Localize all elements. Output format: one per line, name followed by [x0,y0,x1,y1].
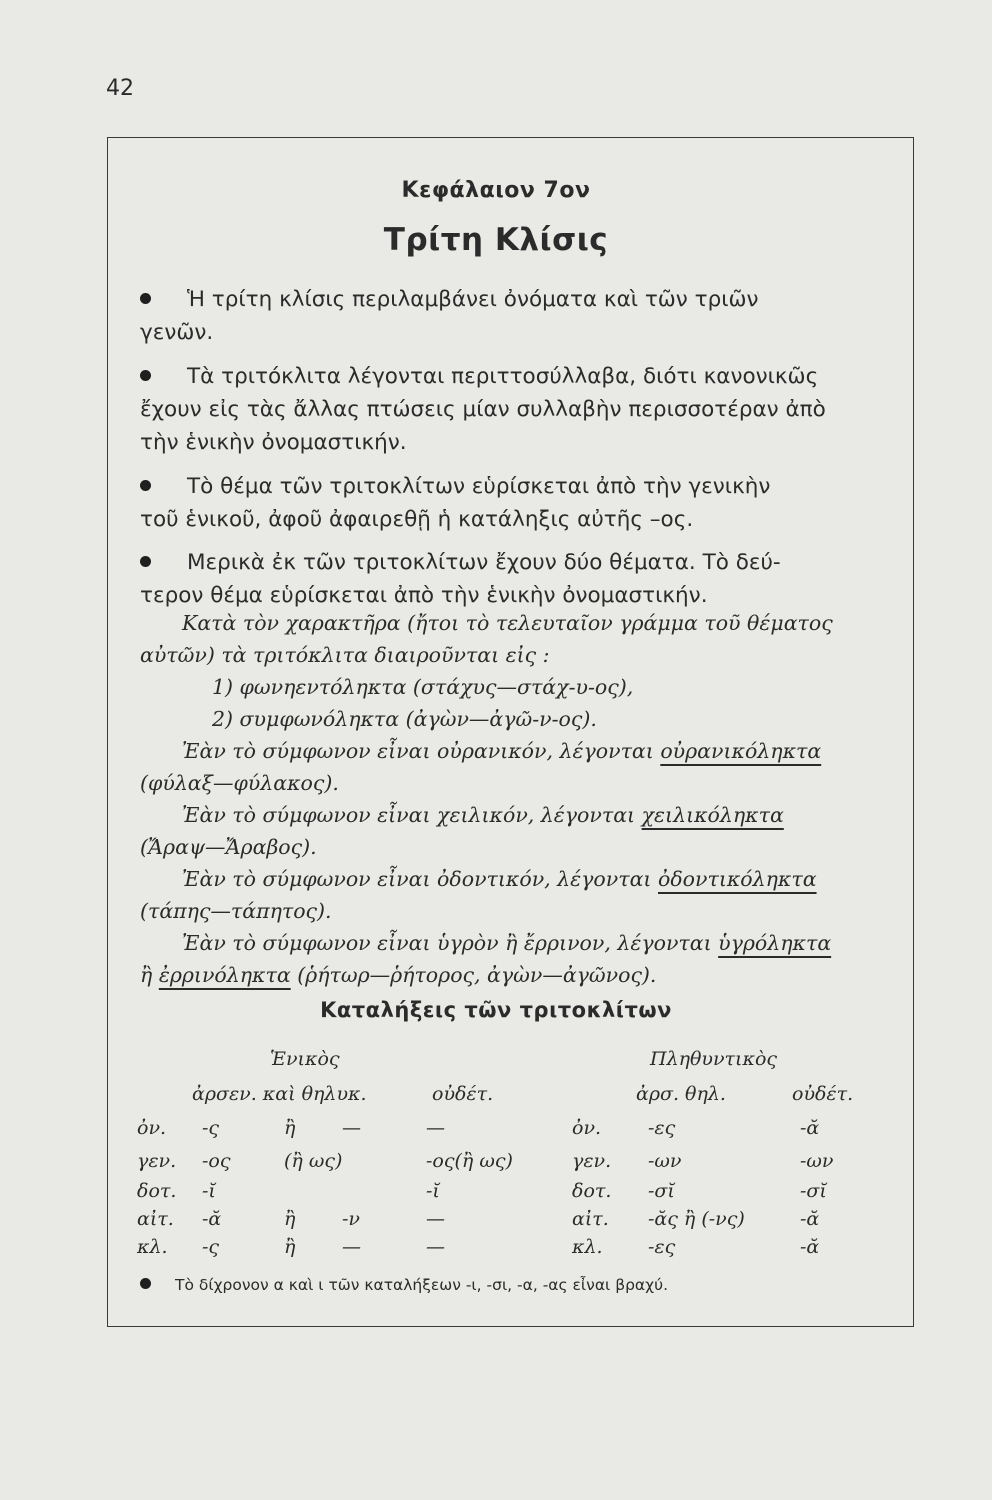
bullet-paragraph-3 [140,470,770,503]
chapter-heading: Κεφάλαιον 7ον [401,178,591,203]
bullet-paragraph-2 [140,360,818,393]
sg-neuter-ending: — [426,1208,445,1230]
rule-text: Ἐὰν τὸ σύμφωνον εἶναι οὐρανικόν, λέγονται [182,739,661,763]
sg-alt-ending-2: — [342,1117,361,1139]
pl-mf-ending: -ες [648,1117,676,1139]
sg-neuter-header: οὐδέτ. [432,1083,494,1105]
rule-palatal [182,739,821,763]
page-title: Τρίτη Κλίσις [383,222,609,258]
pl-mf-ending: -ες [648,1236,676,1258]
rule-term: χειλικόληκτα [641,803,784,827]
rule-example: (Ἄραψ—Ἄραβος). [140,835,317,859]
pl-mf-ending: -ων [648,1150,682,1172]
case-label: αἰτ. [137,1208,174,1230]
sg-mf-ending: -ῐ [202,1180,216,1202]
bullet-icon [140,556,151,567]
pl-neuter-ending: -ᾰ [800,1236,820,1258]
singular-header: Ἑνικὸς [270,1048,340,1070]
case-label: γεν. [137,1150,177,1172]
character-item-1: 1) φωνηεντόληκτα (στάχυς—στάχ-υ-ος), [212,675,634,699]
rule-text: Ἐὰν τὸ σύμφωνον εἶναι ὀδοντικόν, λέγονται [182,867,658,891]
sg-mf-header: ἀρσεν. καὶ θηλυκ. [192,1083,367,1105]
bullet-paragraph-4 [140,546,781,579]
text-line: Τὰ τριτόκλιτα λέγονται περιττοσύλλαβα, διότι κανονικῶς [187,364,819,389]
pl-neuter-ending: -ᾰ [800,1117,820,1139]
page-number: 42 [106,76,134,101]
pl-neuter-ending: -σῐ [800,1180,827,1202]
sg-alt-ending-2: — [342,1236,361,1258]
character-item-2: 2) συμφωνόληκτα (ἀγὼν—ἀγῶ-ν-ος). [212,707,597,731]
rule-text: (ῥήτωρ—ῥήτορος, ἀγὼν—ἀγῶνος). [290,963,657,987]
text-line: ἔχουν εἰς τὰς ἄλλας πτώσεις μίαν συλλαβὴν περισσοτέραν ἀπὸ [140,397,826,422]
case-label: ὀν. [137,1117,167,1139]
sg-mf-ending: -ος [202,1150,231,1172]
bullet-paragraph-1 [140,283,759,316]
sg-alt-ending: ἢ [284,1236,296,1258]
sg-mf-ending: -ᾰ [202,1208,222,1230]
sg-alt-ending: ἢ [284,1208,296,1230]
plural-header: Πληθυντικὸς [650,1048,778,1070]
sg-mf-ending: -ς [202,1117,220,1139]
rule-text: ἢ [140,963,159,987]
rule-text: Ἐὰν τὸ σύμφωνον εἶναι ὑγρὸν ἢ ἔρρινον, λέγονται [182,931,719,955]
sg-neuter-ending: -ος(ἢ ως) [426,1150,513,1172]
endings-title: Καταλήξεις τῶν τριτοκλίτων [320,998,672,1022]
pl-case-label: κλ. [572,1236,603,1258]
rule-text: Ἐὰν τὸ σύμφωνον εἶναι χειλικόν, λέγονται [182,803,642,827]
sg-neuter-ending: — [426,1236,445,1258]
rule-term: οὐρανικόληκτα [660,739,822,763]
pl-case-label: γεν. [572,1150,612,1172]
sg-neuter-ending: -ῐ [426,1180,440,1202]
bullet-icon [140,1278,151,1289]
rule-example: (τάπης—τάπητος). [140,899,332,923]
sg-alt-ending: ἢ [284,1117,296,1139]
rule-term: ὀδοντικόληκτα [657,867,817,891]
text-line: τὴν ἑνικὴν ὀνομαστικήν. [140,430,407,455]
rule-example [140,963,656,987]
pl-neuter-header: οὐδέτ. [792,1083,854,1105]
pl-mf-header: ἀρσ. θηλ. [636,1083,726,1105]
sg-mf-ending: -ς [202,1236,220,1258]
sg-alt-ending-2: -ν [342,1208,360,1230]
pl-mf-ending: -ᾰς ἢ (-νς) [648,1208,745,1230]
sg-neuter-ending: — [426,1117,445,1139]
case-label: κλ. [137,1236,168,1258]
rule-dental [182,867,817,891]
footnote [140,1276,668,1294]
pl-case-label: δοτ. [572,1180,612,1202]
bullet-icon [140,293,151,304]
character-intro-line: Κατὰ τὸν χαρακτῆρα (ἤτοι τὸ τελευταῖον γράμμα τοῦ θέματος [182,611,833,635]
sg-alt-ending: (ἢ ως) [284,1150,343,1172]
character-intro-line: αὐτῶν) τὰ τριτόκλιτα διαιροῦνται εἰς : [140,643,550,667]
text-line: Μερικὰ ἐκ τῶν τριτοκλίτων ἔχουν δύο θέματα. Τὸ δεύ- [187,550,781,575]
rule-labial [182,803,784,827]
pl-case-label: αἰτ. [572,1208,609,1230]
footnote-text: Τὸ δίχρονον α καὶ ι τῶν καταλήξεων -ι, -σι, -α, -ας εἶναι βραχύ. [175,1276,669,1294]
bullet-icon [140,480,151,491]
pl-neuter-ending: -ᾰ [800,1208,820,1230]
pl-neuter-ending: -ων [800,1150,834,1172]
text-line: Ἡ τρίτη κλίσις περιλαμβάνει ὀνόματα καὶ τῶν τριῶν [187,287,759,312]
rule-term: ἐρρινόληκτα [158,963,291,987]
case-label: δοτ. [137,1180,177,1202]
bullet-icon [140,370,151,381]
pl-case-label: ὀν. [572,1117,602,1139]
rule-term: ὑγρόληκτα [718,931,832,955]
text-line: τοῦ ἑνικοῦ, ἀφοῦ ἀφαιρεθῇ ἡ κατάληξις αὐτῆς –ος. [140,507,694,532]
text-line: τερον θέμα εὑρίσκεται ἀπὸ τὴν ἑνικὴν ὀνομαστικήν. [140,583,708,608]
pl-mf-ending: -σῐ [648,1180,675,1202]
rule-example: (φύλαξ—φύλακος). [140,771,339,795]
text-line: γενῶν. [140,320,214,345]
rule-liquid [182,931,831,955]
text-line: Τὸ θέμα τῶν τριτοκλίτων εὑρίσκεται ἀπὸ τὴν γενικὴν [187,474,771,499]
